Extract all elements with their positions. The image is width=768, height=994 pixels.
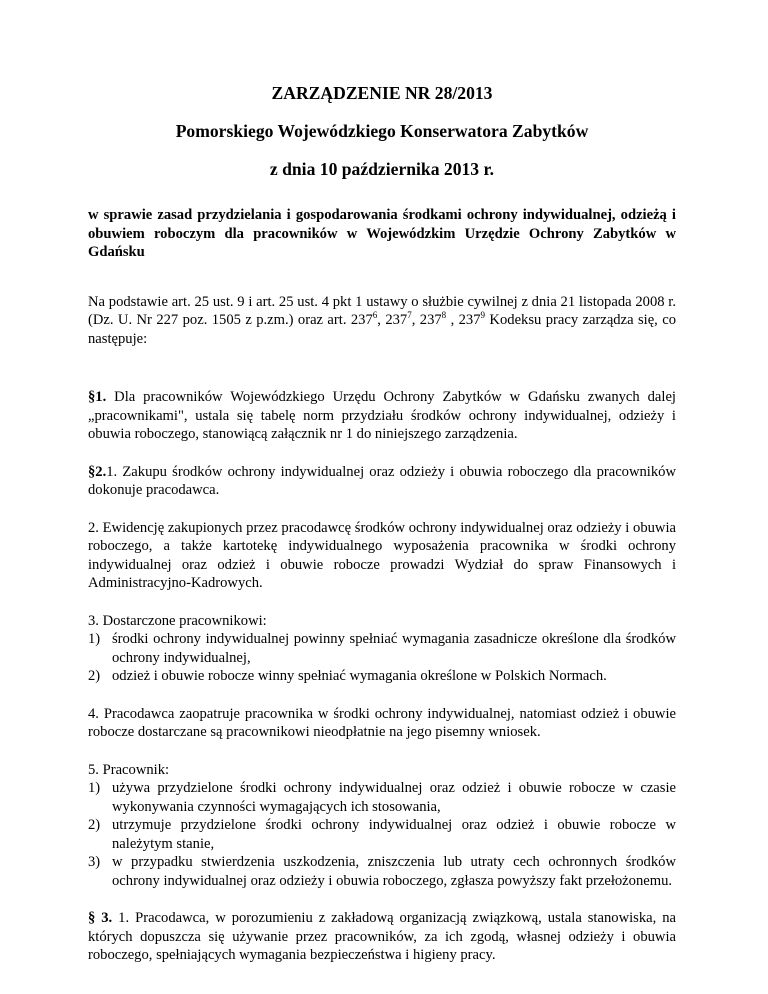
- item-number: 1): [88, 780, 101, 796]
- item-text: używa przydzielone środki ochrony indywidualnej oraz odzież i obuwie robocze w czasie wykonywania czynności wymagających ich stosowania,: [112, 780, 676, 815]
- paragraph-intro: 5. Pracownik:: [88, 761, 170, 778]
- section-2-label: §2.: [88, 463, 107, 480]
- legal-basis-text: , 237: [411, 312, 442, 328]
- item-number: 2): [88, 817, 101, 833]
- item-number: 1): [88, 631, 101, 647]
- item-number: 3): [88, 854, 101, 870]
- section-3-text: 1. Pracodawca, w porozumieniu z zakładową organizacją związkową, ustala stanowiska, na których dopuszcza się używanie przez pracowników, za ich zgodą, własnej odzieży i obuwia roboczego, spełniających wymagania bezpieczeństwa i higieny pracy.: [88, 910, 677, 963]
- item-text: środki ochrony indywidualnej powinny spełniać wymagania zasadnicze określone dla środków ochrony indywidualnej,: [112, 631, 676, 666]
- item-text: utrzymuje przydzielone środki ochrony indywidualnej oraz odzież i obuwie robocze w należytym stanie,: [112, 817, 676, 852]
- section-1-text: Dla pracowników Wojewódzkiego Urzędu Ochrony Zabytków w Gdańsku zwanych dalej „pracownikami", ustala się tabelę norm przydziału środków ochrony indywidualnej, odzieży i obuwia roboczego, stanowiącą załącznik nr 1 do niniejszego zarządzenia.: [88, 389, 676, 442]
- list-item: [88, 667, 676, 686]
- superscript: 7: [407, 310, 412, 320]
- section-2-paragraph-5: [88, 761, 676, 891]
- section-2-paragraph-1: [88, 463, 676, 500]
- legal-basis-text: , 237: [377, 312, 408, 328]
- list-item: [88, 816, 676, 853]
- document-title: ZARZĄDZENIE NR 28/2013: [271, 83, 493, 103]
- document-subject: w sprawie zasad przydzielania i gospodarowania środkami ochrony indywidualnej, odzieżą i obuwiem roboczym dla pracowników w Wojewódzkim Urzędzie Ochrony Zabytków w Gdańsku: [88, 207, 676, 260]
- document-date: z dnia 10 października 2013 r.: [269, 159, 495, 179]
- item-number: 2): [88, 668, 101, 684]
- superscript: 8: [441, 310, 447, 320]
- legal-basis-text: Na podstawie art. 25 ust. 9 i art. 25 ust. 4 pkt 1 ustawy o służbie cywilnej z dnia 21 listopada 2008 r. (Dz. U. Nr 227 poz. 1505 z p.zm.) oraz art. 237: [88, 293, 676, 328]
- list-item: [88, 630, 676, 667]
- section-2-paragraph-3: [88, 612, 676, 686]
- paragraph-intro: 3. Dostarczone pracownikowi:: [88, 612, 267, 629]
- document-body: [88, 82, 676, 965]
- section-2-p1-text: 1. Zakupu środków ochrony indywidualnej oraz odzieży i obuwia roboczego dla pracowników dokonuje pracodawca.: [88, 463, 676, 498]
- item-list: [88, 630, 676, 686]
- section-1: [88, 388, 676, 444]
- legal-basis-text: Kodeksu pracy zarządza się, co następuje:: [88, 312, 677, 347]
- section-3-label: § 3.: [88, 910, 113, 926]
- section-1-label: §1.: [88, 389, 107, 405]
- legal-basis-text: , 237: [446, 312, 481, 328]
- list-item: [88, 779, 676, 816]
- superscript: 9: [480, 310, 486, 320]
- section-2-paragraph-2: 2. Ewidencję zakupionych przez pracodawcę środków ochrony indywidualnej oraz odzieży i obuwia roboczego, a także kartotekę indywidualnego wyposażenia pracownika w środki ochrony indywidualnej oraz odzież i obuwie robocze prowadzi Wydział do spraw Finansowych i Administracyjno-Kadrowych.: [88, 519, 676, 591]
- section-3: [88, 909, 676, 965]
- item-list: [88, 779, 676, 890]
- item-text: w przypadku stwierdzenia uszkodzenia, zniszczenia lub utraty cech ochronnych środków ochrony indywidualnej oraz odzieży i obuwia roboczego, zgłasza powyższy fakt przełożonemu.: [112, 854, 676, 889]
- superscript: 6: [372, 310, 378, 320]
- item-text: odzież i obuwie robocze winny spełniać wymagania określone w Polskich Normach.: [112, 668, 607, 684]
- issuing-authority: Pomorskiego Wojewódzkiego Konserwatora Zabytków: [175, 121, 589, 141]
- legal-basis: [88, 293, 676, 349]
- section-2-paragraph-4: 4. Pracodawca zaopatruje pracownika w środki ochrony indywidualnej, natomiast odzież i obuwie robocze dostarczane są pracownikowi nieodpłatnie na jego pisemny wniosek.: [88, 705, 676, 740]
- list-item: [88, 853, 676, 890]
